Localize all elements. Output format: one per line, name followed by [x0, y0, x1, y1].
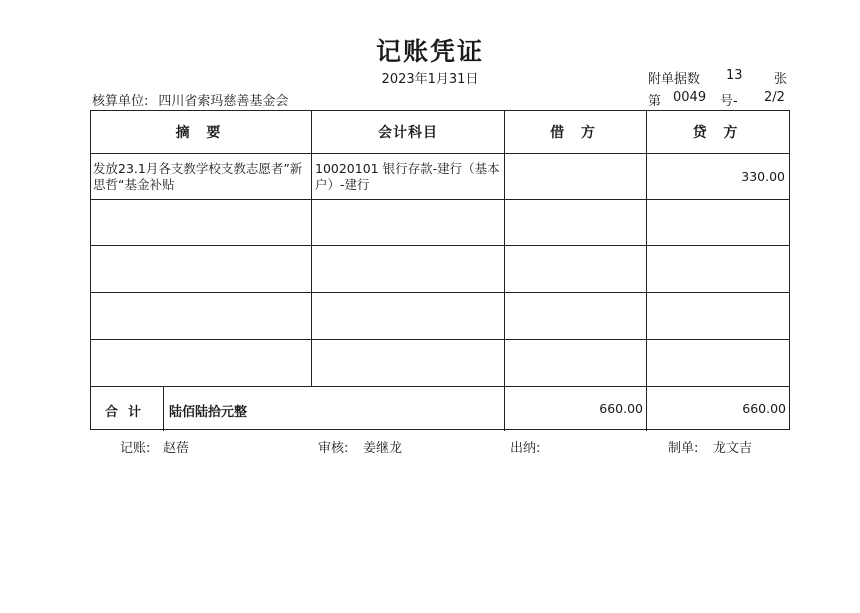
unit-label: 核算单位: [92, 94, 149, 109]
preparer-label: 制单: [668, 441, 699, 456]
bookkeeper-label: 记账: [120, 441, 151, 456]
divider [91, 153, 789, 154]
voucher-date: 2023年1月31日 [381, 72, 479, 87]
total-amount-words: 陆佰陆拾元整 [169, 405, 248, 420]
reviewer-name: 姜继龙 [363, 441, 403, 456]
unit-name: 四川省索玛慈善基金会 [158, 94, 289, 109]
reviewer-label: 审核: [318, 441, 349, 456]
divider [91, 199, 789, 200]
page-indicator: 2/2 [764, 90, 785, 105]
bookkeeper-name: 赵蓓 [163, 441, 190, 456]
divider [91, 245, 789, 246]
divider [91, 292, 789, 293]
attachments-count: 13 [726, 68, 743, 83]
divider [504, 111, 505, 431]
voucher-table [90, 110, 790, 430]
divider [91, 339, 789, 340]
number-suffix: 号- [720, 94, 738, 109]
header-account: 会计科目 [378, 125, 438, 141]
header-summary: 摘 要 [175, 125, 227, 141]
attachments-info [648, 68, 788, 87]
voucher-title: 记账凭证 [375, 37, 484, 66]
attachments-label: 附单据数 [648, 72, 701, 87]
row-1-summary: 发放23.1月各支教学校支教志愿者”新思哲“基金补贴 [93, 161, 303, 192]
row-1-credit: 330.00 [741, 169, 785, 184]
divider [646, 111, 647, 431]
divider [163, 386, 164, 431]
number-value: 0049 [673, 90, 707, 105]
accounting-unit [92, 90, 288, 109]
attachments-unit: 张 [774, 72, 788, 87]
row-1-account: 10020101 银行存款-建行（基本户）-建行 [315, 161, 500, 192]
header-credit: 贷 方 [692, 125, 744, 141]
cashier-label: 出纳: [510, 441, 541, 456]
total-credit: 660.00 [742, 401, 786, 416]
total-debit: 660.00 [599, 401, 643, 416]
divider [91, 386, 789, 387]
number-label: 第 [648, 94, 662, 109]
preparer-name: 龙文吉 [713, 441, 753, 456]
total-label: 合计 [105, 405, 152, 420]
header-debit: 借 方 [550, 125, 601, 141]
